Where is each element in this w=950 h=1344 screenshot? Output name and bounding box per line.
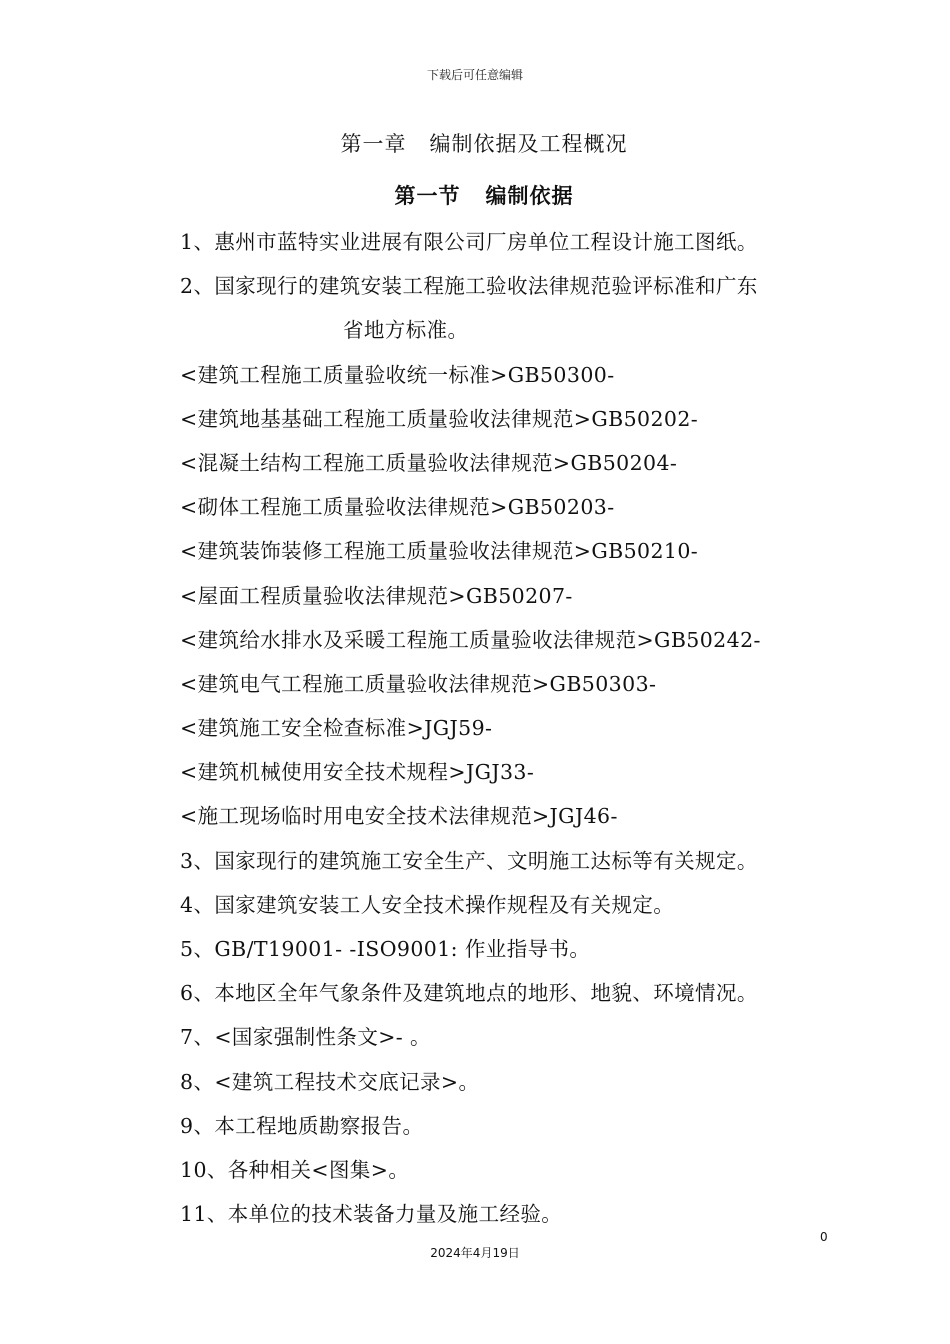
list-item: 10、各种相关<图集>。 bbox=[180, 1157, 410, 1182]
chapter-title: 第一章 编制依据及工程概况 bbox=[340, 132, 628, 156]
list-item: 3、国家现行的建筑施工安全生产、文明施工达标等有关规定。 bbox=[180, 848, 758, 873]
list-item: 2、国家现行的建筑安装工程施工验收法律规范验评标准和广东 bbox=[180, 274, 758, 299]
list-item: 4、国家建筑安装工人安全技术操作规程及有关规定。 bbox=[180, 892, 675, 917]
list-item: <混凝土结构工程施工质量验收法律规范>GB50204- bbox=[180, 450, 678, 475]
list-item: 6、本地区全年气象条件及建筑地点的地形、地貌、环境情况。 bbox=[180, 981, 758, 1006]
footer-date: 2024年4月19日 bbox=[430, 1246, 520, 1260]
list-item: <屋面工程质量验收法律规范>GB50207- bbox=[180, 583, 573, 608]
list-item: <建筑装饰装修工程施工质量验收法律规范>GB50210- bbox=[180, 539, 699, 564]
list-item: 11、本单位的技术装备力量及施工经验。 bbox=[180, 1202, 563, 1227]
header-note: 下载后可任意编辑 bbox=[426, 68, 523, 82]
list-item-continuation: 省地方标准。 bbox=[343, 318, 469, 343]
list-item: 5、GB/T19001- -ISO9001: 作业指导书。 bbox=[180, 937, 591, 961]
list-item: <建筑地基基础工程施工质量验收法律规范>GB50202- bbox=[180, 406, 699, 431]
section-title: 第一节 编制依据 bbox=[394, 183, 574, 208]
list-item: <砌体工程施工质量验收法律规范>GB50203- bbox=[180, 495, 615, 520]
list-item: <施工现场临时用电安全技术法律规范>JGJ46- bbox=[180, 804, 618, 829]
list-item: <建筑电气工程施工质量验收法律规范>GB50303- bbox=[180, 671, 657, 696]
page-number: 0 bbox=[820, 1230, 828, 1244]
list-item: <建筑施工安全检查标准>JGJ59- bbox=[180, 716, 493, 741]
list-item: <建筑给水排水及采暖工程施工质量验收法律规范>GB50242- bbox=[180, 627, 761, 652]
list-item: 9、本工程地质勘察报告。 bbox=[180, 1113, 424, 1138]
list-item: <建筑机械使用安全技术规程>JGJ33- bbox=[180, 760, 535, 785]
list-item: 7、<国家强制性条文>- 。 bbox=[180, 1025, 431, 1050]
basis-list bbox=[180, 220, 860, 1236]
list-item: <建筑工程施工质量验收统一标准>GB50300- bbox=[180, 362, 615, 387]
list-item: 1、惠州市蓝特实业进展有限公司厂房单位工程设计施工图纸。 bbox=[180, 230, 758, 254]
list-item: 8、<建筑工程技术交底记录>。 bbox=[180, 1069, 480, 1094]
